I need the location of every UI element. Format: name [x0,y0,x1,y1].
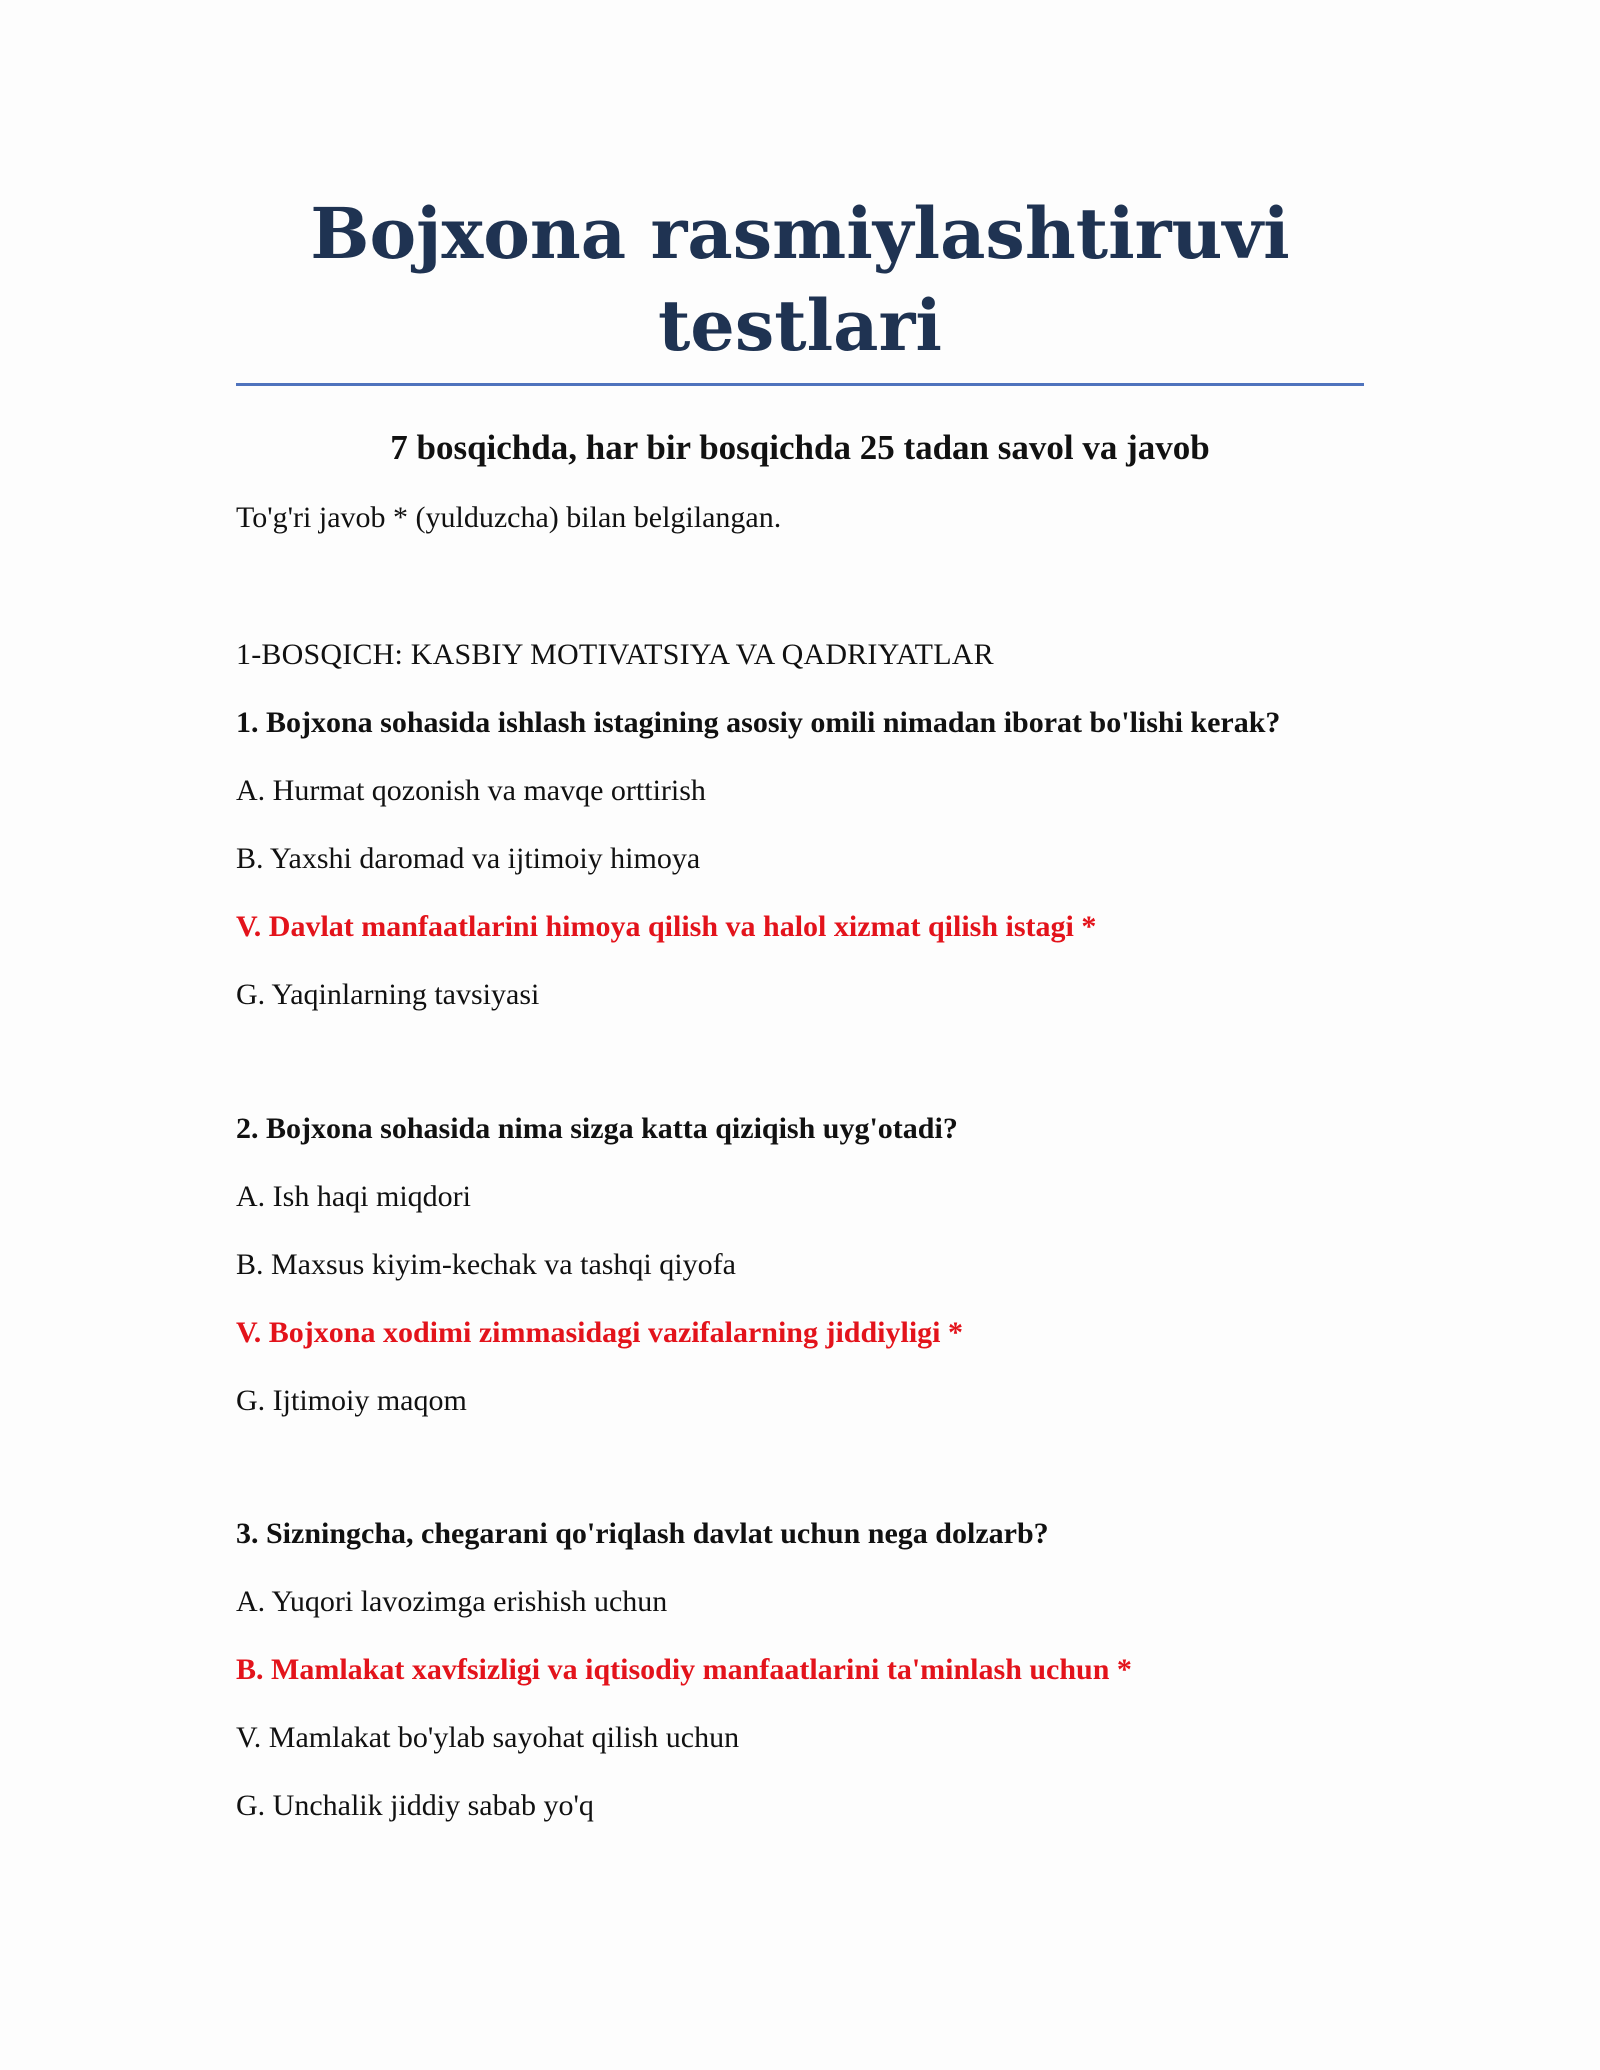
question-3: 3. Sizningcha, chegarani qo'riqlash davlat uchun nega dolzarb? [236,1517,1049,1550]
question-1-option-v-correct: V. Davlat manfaatlarini himoya qilish va halol xizmat qilish istagi * [236,910,1097,943]
question-2: 2. Bojxona sohasida nima sizga katta qiziqish uyg'otadi? [236,1112,958,1145]
question-1: 1. Bojxona sohasida ishlash istagining asosiy omili nimadan iborat bo'lishi kerak? [236,706,1281,739]
question-1-option-a: A. Hurmat qozonish va mavqe orttirish [236,774,706,807]
question-2-option-a: A. Ish haqi miqdori [236,1180,471,1213]
document-title-line-2: testlari [657,284,943,367]
question-1-option-b: B. Yaxshi daromad va ijtimoiy himoya [236,842,701,875]
question-3-option-b-correct: B. Mamlakat xavfsizligi va iqtisodiy manfaatlarini ta'minlash uchun * [236,1653,1132,1686]
question-3-option-v: V. Mamlakat bo'ylab sayohat qilish uchun [236,1721,740,1754]
question-2-option-g: G. Ijtimoiy maqom [236,1384,467,1417]
question-2-option-v-correct: V. Bojxona xodimi zimmasidagi vazifalarning jiddiyligi * [236,1316,964,1349]
section-heading: 1-BOSQICH: KASBIY MOTIVATSIYA VA QADRIYATLAR [236,638,994,671]
title-divider [236,383,1364,386]
document-subtitle: 7 bosqichda, har bir bosqichda 25 tadan savol va javob [390,428,1210,467]
document-title-line-1: Bojxona rasmiylashtiruvi [310,192,1290,275]
question-1-option-g: G. Yaqinlarning tavsiyasi [236,978,540,1011]
question-3-option-g: G. Unchalik jiddiy sabab yo'q [236,1789,594,1822]
answer-key-note: To'g'ri javob * (yulduzcha) bilan belgilangan. [236,501,782,534]
question-2-option-b: B. Maxsus kiyim-kechak va tashqi qiyofa [236,1248,736,1281]
document-title [236,188,1364,372]
question-3-option-a: A. Yuqori lavozimga erishish uchun [236,1585,668,1618]
